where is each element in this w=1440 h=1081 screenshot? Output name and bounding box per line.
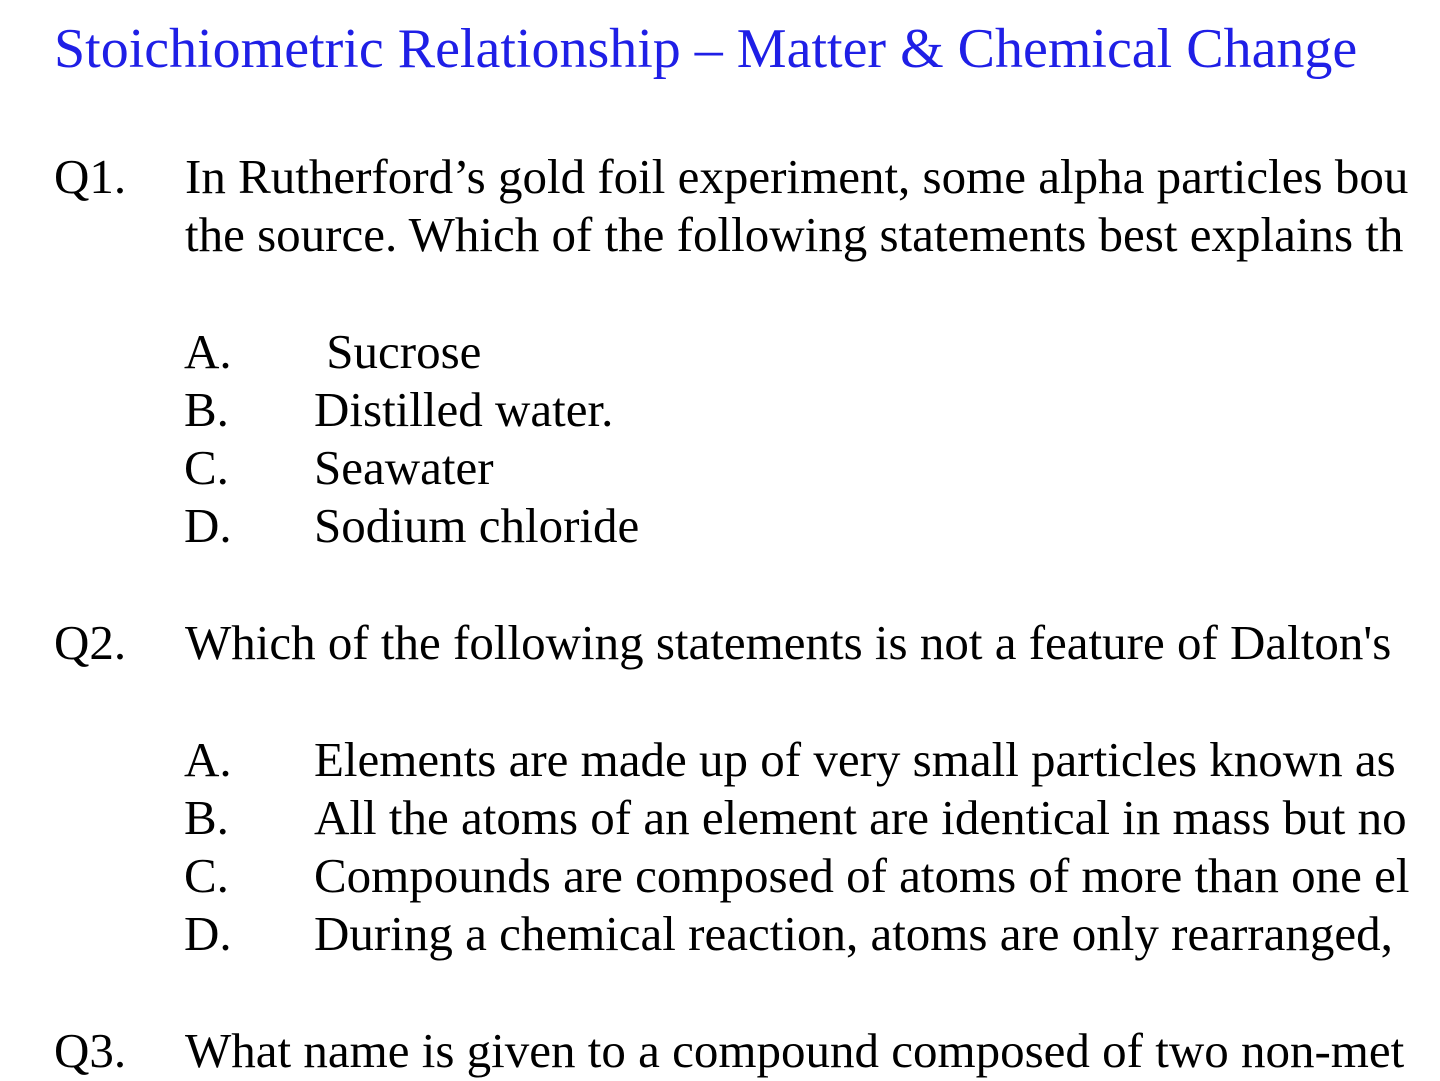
option-text: Sucrose bbox=[314, 324, 482, 379]
option-text: Elements are made up of very small particles known as bbox=[314, 732, 1396, 787]
option-text: Distilled water. bbox=[314, 382, 614, 437]
option-letter: C. bbox=[184, 440, 229, 495]
option-letter: B. bbox=[184, 382, 229, 437]
option-text: Compounds are composed of atoms of more than one el bbox=[314, 848, 1410, 903]
question-number: Q2. bbox=[54, 615, 127, 670]
question-text bbox=[185, 1022, 1404, 1080]
question-number: Q3. bbox=[54, 1023, 127, 1078]
option-letter: D. bbox=[184, 906, 232, 961]
question-text-line: Which of the following statements is not a feature of Dalton's bbox=[185, 615, 1392, 670]
page-title: Stoichiometric Relationship – Matter & Chemical Change bbox=[54, 18, 1358, 80]
question-text-line: the source. Which of the following statements best explains th bbox=[185, 207, 1404, 262]
question-text-line: What name is given to a compound composed of two non-met bbox=[185, 1023, 1405, 1078]
option-letter: A. bbox=[184, 732, 232, 787]
option-text: All the atoms of an element are identical in mass but no bbox=[314, 790, 1407, 845]
option-text: During a chemical reaction, atoms are only rearranged, bbox=[314, 906, 1393, 961]
option-letter: D. bbox=[184, 498, 232, 553]
option-letter: A. bbox=[184, 324, 232, 379]
question-number: Q1. bbox=[54, 149, 127, 204]
question-text bbox=[185, 614, 1391, 672]
option-text: Sodium chloride bbox=[314, 498, 640, 553]
option-letter: C. bbox=[184, 848, 229, 903]
option-text: Seawater bbox=[314, 440, 494, 495]
option-letter: B. bbox=[184, 790, 229, 845]
question-text-line: In Rutherford’s gold foil experiment, some alpha particles bou bbox=[185, 149, 1409, 204]
question-text bbox=[185, 148, 1408, 264]
